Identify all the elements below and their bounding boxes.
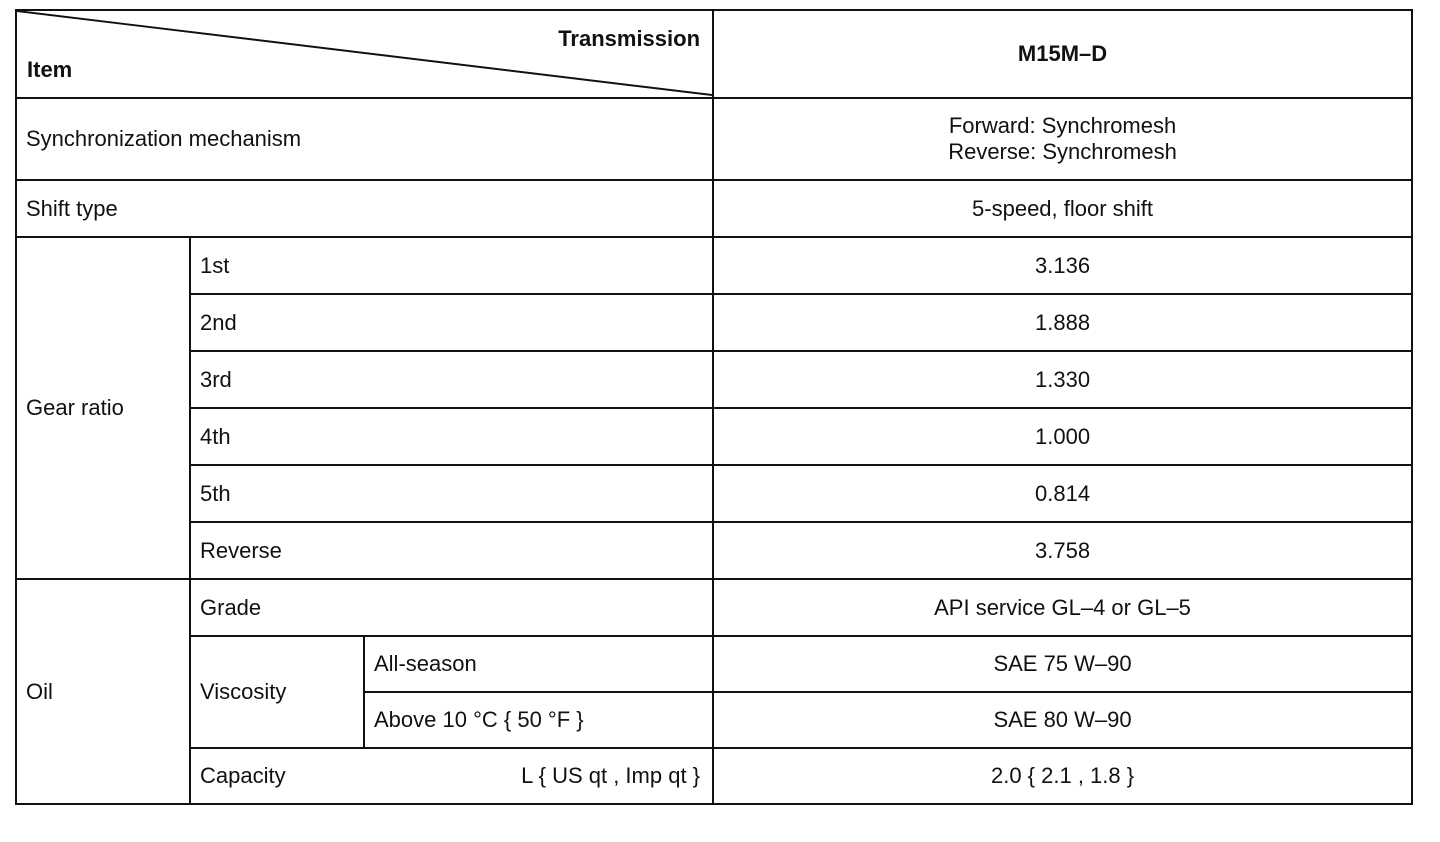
capacity-row [16, 748, 1412, 804]
header-diagonal-cell [16, 10, 713, 98]
diagonal-divider [17, 11, 712, 97]
gear-ratio-label: Gear ratio [16, 237, 190, 579]
gear-row [16, 237, 1412, 294]
shift-row [16, 180, 1412, 237]
gear-value: 0.814 [713, 465, 1412, 522]
gear-row [16, 522, 1412, 579]
sync-value [713, 98, 1412, 180]
oil-label: Oil [16, 579, 190, 804]
gear-name: 3rd [190, 351, 713, 408]
sync-value-reverse: Reverse: Synchromesh [948, 139, 1177, 164]
capacity-label: Capacity [200, 763, 286, 788]
viscosity-condition: All-season [364, 636, 713, 692]
gear-name: 5th [190, 465, 713, 522]
viscosity-label: Viscosity [190, 636, 364, 748]
oil-grade-value: API service GL–4 or GL–5 [713, 579, 1412, 636]
gear-row [16, 465, 1412, 522]
viscosity-condition: Above 10 °C { 50 °F } [364, 692, 713, 748]
sync-value-forward: Forward: Synchromesh [948, 113, 1177, 138]
viscosity-value: SAE 80 W–90 [713, 692, 1412, 748]
oil-grade-label: Grade [190, 579, 713, 636]
gear-value: 3.136 [713, 237, 1412, 294]
gear-name: 1st [190, 237, 713, 294]
shift-value: 5-speed, floor shift [713, 180, 1412, 237]
capacity-value: 2.0 { 2.1 , 1.8 } [713, 748, 1412, 804]
gear-name: 2nd [190, 294, 713, 351]
model-heading: M15M–D [713, 10, 1412, 98]
gear-value: 1.330 [713, 351, 1412, 408]
shift-label: Shift type [16, 180, 713, 237]
capacity-cell [190, 748, 713, 804]
viscosity-value: SAE 75 W–90 [713, 636, 1412, 692]
viscosity-row [16, 636, 1412, 692]
sync-row [16, 98, 1412, 180]
gear-name: Reverse [190, 522, 713, 579]
item-heading: Item [27, 57, 73, 82]
gear-row [16, 408, 1412, 465]
gear-value: 1.888 [713, 294, 1412, 351]
oil-grade-row [16, 579, 1412, 636]
spec-table-wrapper [15, 9, 1411, 800]
gear-name: 4th [190, 408, 713, 465]
gear-value: 1.000 [713, 408, 1412, 465]
header-row [16, 10, 1412, 98]
gear-row [16, 351, 1412, 408]
transmission-heading: Transmission [558, 26, 701, 51]
transmission-spec-table [15, 9, 1413, 805]
sync-label: Synchronization mechanism [16, 98, 713, 180]
gear-row [16, 294, 1412, 351]
capacity-unit: L { US qt , Imp qt } [521, 763, 701, 788]
gear-value: 3.758 [713, 522, 1412, 579]
